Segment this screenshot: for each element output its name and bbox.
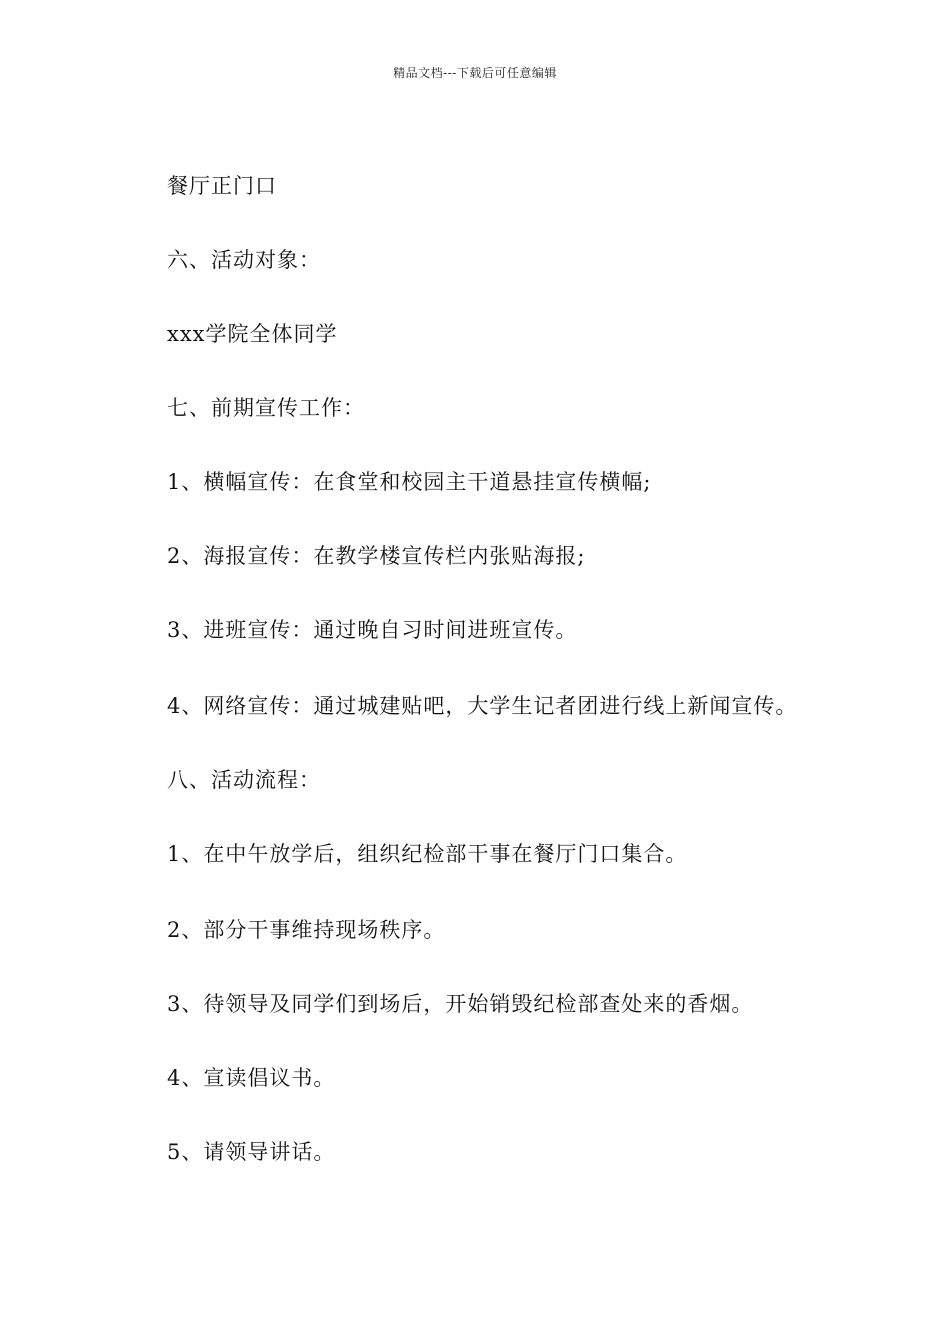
line-process-3: 3、待领导及同学们到场后，开始销毁纪检部查处来的香烟。 bbox=[167, 992, 754, 1016]
line-process-2: 2、部分干事维持现场秩序。 bbox=[167, 918, 446, 942]
line-publicity-3: 3、进班宣传：通过晚自习时间进班宣传。 bbox=[167, 618, 578, 642]
line-target: xxx学院全体同学 bbox=[167, 322, 338, 346]
heading-target: 六、活动对象： bbox=[167, 248, 321, 272]
line-publicity-4: 4、网络宣传：通过城建贴吧，大学生记者团进行线上新闻宣传。 bbox=[167, 694, 798, 718]
heading-publicity: 七、前期宣传工作： bbox=[167, 396, 365, 420]
line-process-5: 5、请领导讲话。 bbox=[167, 1140, 336, 1164]
page-header: 精品文档---下载后可任意编辑 bbox=[393, 66, 557, 80]
line-publicity-1: 1、横幅宣传：在食堂和校园主干道悬挂宣传横幅; bbox=[167, 470, 652, 494]
line-publicity-2: 2、海报宣传：在教学楼宣传栏内张贴海报; bbox=[167, 544, 586, 568]
line-venue: 餐厅正门口 bbox=[167, 174, 277, 198]
line-process-4: 4、宣读倡议书。 bbox=[167, 1066, 336, 1090]
line-process-1: 1、在中午放学后，组织纪检部干事在餐厅门口集合。 bbox=[167, 842, 688, 866]
heading-process: 八、活动流程： bbox=[167, 768, 321, 792]
